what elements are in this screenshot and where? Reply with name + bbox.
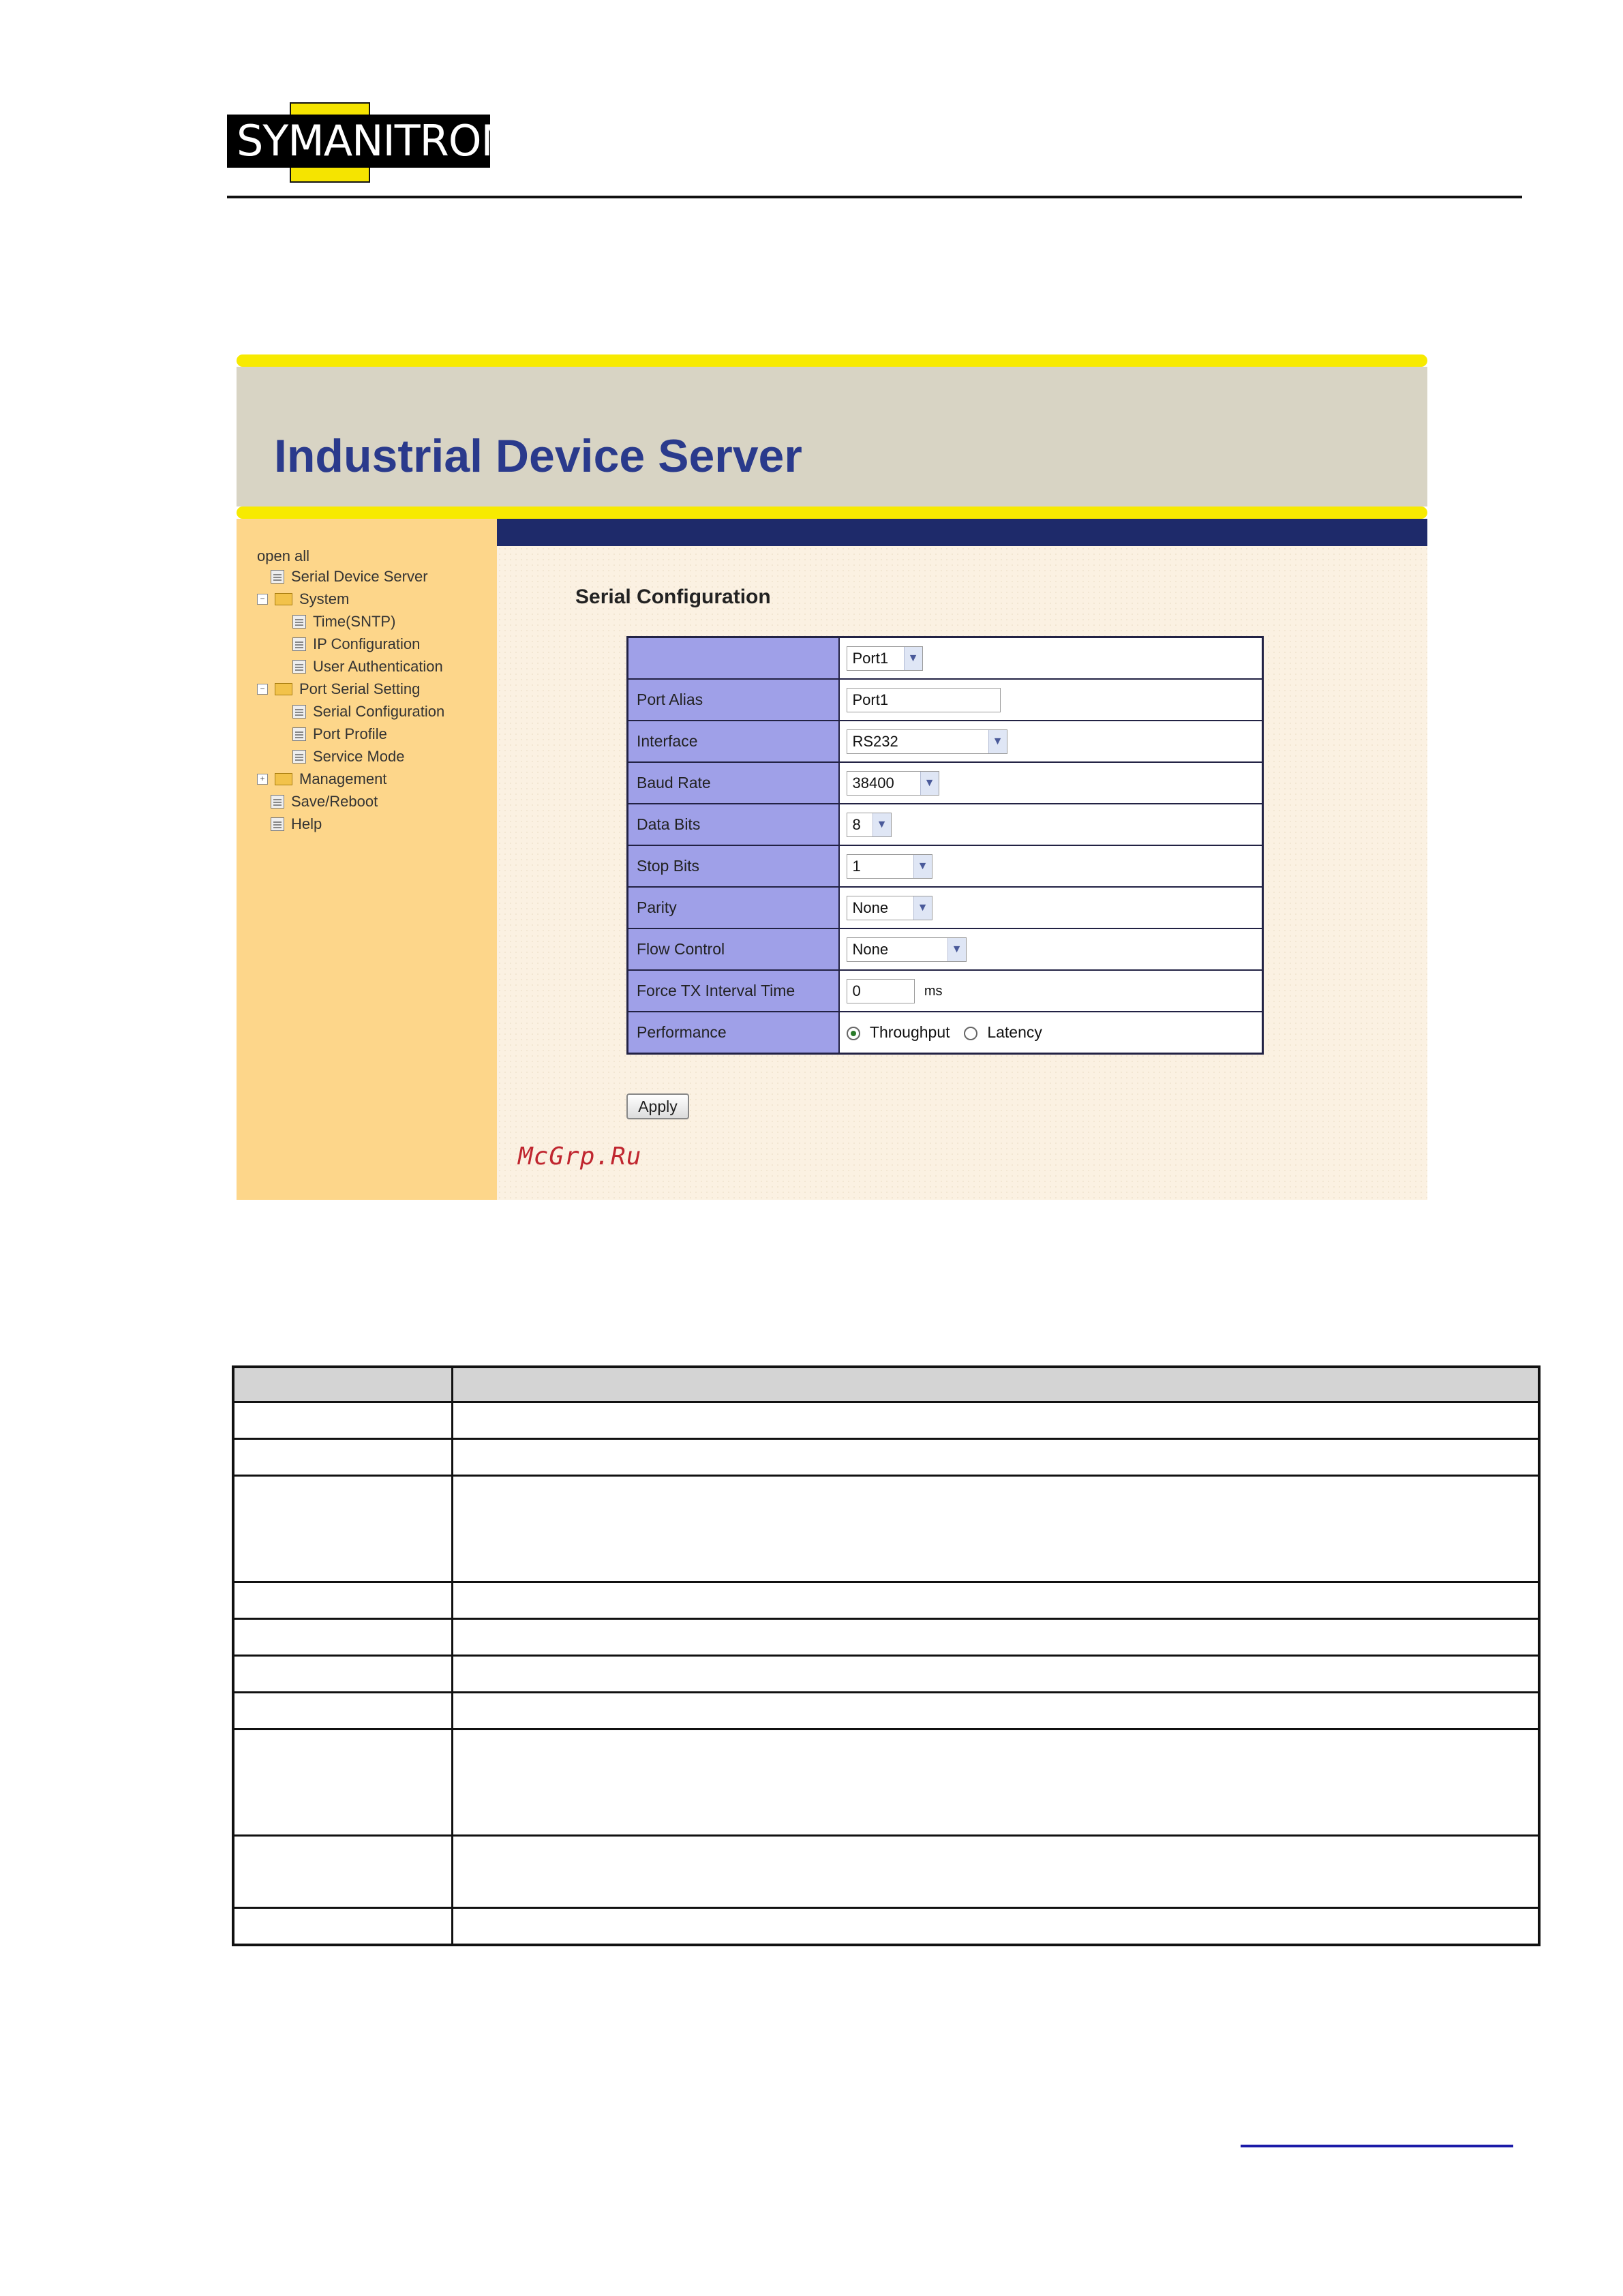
stop-bits-cell (839, 845, 1263, 887)
sidebar-item-label: Port Profile (313, 725, 387, 742)
sidebar-item-port-profile[interactable] (292, 725, 387, 743)
page-icon (292, 727, 306, 741)
banner (237, 367, 1427, 507)
performance-cell (839, 1012, 1263, 1054)
banner-bottom-stripe (237, 507, 1427, 519)
port-select-value: Port1 (852, 649, 889, 667)
sidebar-item-ip-configuration[interactable] (292, 635, 420, 653)
page-icon (292, 615, 306, 629)
page-title: Serial Configuration (575, 586, 771, 608)
flow-control-select[interactable] (847, 937, 967, 962)
chevron-down-icon: ▼ (913, 855, 932, 878)
page-icon (292, 750, 306, 764)
table-row (628, 679, 1263, 721)
page-icon (292, 705, 306, 719)
table-row (628, 804, 1263, 845)
table-row (233, 1476, 1539, 1582)
expand-icon[interactable]: + (257, 774, 268, 785)
chevron-down-icon: ▼ (988, 730, 1007, 753)
parity-cell (839, 887, 1263, 928)
footer-link-underline[interactable] (1241, 2145, 1513, 2147)
sidebar-item-serial-configuration[interactable] (292, 703, 444, 721)
page-icon (271, 795, 284, 809)
description-table (232, 1365, 1541, 1946)
table-row (628, 721, 1263, 762)
watermark: McGrp.Ru (518, 1143, 642, 1170)
chevron-down-icon: ▼ (904, 647, 922, 670)
interface-cell (839, 721, 1263, 762)
header-rule (227, 196, 1522, 198)
sidebar-item-service-mode[interactable] (292, 748, 405, 766)
sidebar-item-label: Management (299, 770, 387, 787)
table-row (628, 970, 1263, 1012)
latency-label: Latency (987, 1023, 1042, 1041)
force-tx-cell (839, 970, 1263, 1012)
table-row (233, 1693, 1539, 1729)
page-icon (271, 817, 284, 831)
latency-radio[interactable] (964, 1027, 977, 1040)
table-row (233, 1908, 1539, 1945)
serial-config-table (626, 636, 1264, 1055)
sidebar-item-label: IP Configuration (313, 635, 421, 652)
table-row (233, 1582, 1539, 1619)
port-select[interactable] (847, 646, 923, 671)
performance-label: Performance (628, 1012, 839, 1054)
table-row (233, 1836, 1539, 1908)
table-row (233, 1439, 1539, 1476)
sidebar-item-save-reboot[interactable] (271, 793, 378, 811)
sidebar-open-all[interactable] (257, 547, 309, 565)
flow-control-value: None (852, 940, 889, 958)
table-row (628, 1012, 1263, 1054)
page-icon (271, 570, 284, 584)
stop-bits-label: Stop Bits (628, 845, 839, 887)
sidebar (237, 519, 497, 1200)
stop-bits-select[interactable] (847, 854, 932, 879)
table-row (628, 887, 1263, 928)
interface-select[interactable] (847, 729, 1007, 754)
sidebar-item-system[interactable] (257, 590, 349, 608)
port-select-label-cell (628, 637, 839, 680)
sidebar-item-label: Port Serial Setting (299, 680, 421, 697)
folder-icon (275, 593, 292, 605)
table-row (628, 637, 1263, 680)
interface-label: Interface (628, 721, 839, 762)
baud-rate-label: Baud Rate (628, 762, 839, 804)
port-alias-input[interactable]: Port1 (847, 688, 1001, 712)
banner-top-stripe (237, 354, 1427, 367)
data-bits-value: 8 (852, 815, 861, 833)
banner-title: Industrial Device Server (274, 430, 802, 482)
sidebar-item-label: Help (291, 815, 322, 832)
main-panel (497, 519, 1427, 1200)
interface-value: RS232 (852, 732, 898, 750)
folder-icon (275, 773, 292, 785)
port-alias-cell (839, 679, 1263, 721)
logo-text: SYMANITRON (227, 115, 490, 168)
apply-button[interactable]: Apply (626, 1093, 689, 1119)
symanitron-logo (227, 102, 512, 183)
open-all-link[interactable]: open all (257, 547, 310, 564)
flow-control-label: Flow Control (628, 928, 839, 970)
force-tx-label: Force TX Interval Time (628, 970, 839, 1012)
sidebar-item-label: Serial Device Server (291, 568, 428, 585)
chevron-down-icon: ▼ (920, 772, 939, 795)
table-header-row (233, 1367, 1539, 1402)
main-navy-bar (497, 519, 1427, 546)
parity-select[interactable] (847, 896, 932, 920)
chevron-down-icon: ▼ (913, 896, 932, 920)
throughput-label: Throughput (869, 1023, 950, 1041)
sidebar-item-label: Serial Configuration (313, 703, 445, 720)
data-bits-label: Data Bits (628, 804, 839, 845)
table-row (233, 1729, 1539, 1836)
page-icon (292, 660, 306, 674)
flow-control-cell (839, 928, 1263, 970)
table-row (233, 1619, 1539, 1656)
sidebar-item-label: Service Mode (313, 748, 405, 765)
sidebar-item-label: System (299, 590, 350, 607)
web-ui-screenshot (237, 354, 1427, 1200)
baud-rate-value: 38400 (852, 774, 894, 791)
collapse-icon[interactable]: − (257, 594, 268, 605)
table-row (628, 928, 1263, 970)
port-alias-label: Port Alias (628, 679, 839, 721)
throughput-radio[interactable] (847, 1027, 860, 1040)
chevron-down-icon: ▼ (947, 938, 966, 961)
collapse-icon[interactable]: − (257, 684, 268, 695)
sidebar-item-time-sntp[interactable] (292, 613, 395, 631)
sidebar-item-user-authentication[interactable] (292, 658, 443, 676)
parity-value: None (852, 898, 889, 916)
baud-rate-cell (839, 762, 1263, 804)
sidebar-item-label: Save/Reboot (291, 793, 378, 810)
chevron-down-icon: ▼ (873, 813, 891, 836)
table-row (233, 1656, 1539, 1693)
data-bits-select[interactable] (847, 813, 892, 837)
force-tx-input[interactable]: 0 (847, 979, 915, 1003)
table-row (628, 762, 1263, 804)
table-row (233, 1402, 1539, 1439)
sidebar-item-help[interactable] (271, 815, 322, 833)
sidebar-item-port-serial-setting[interactable] (257, 680, 420, 698)
sidebar-item-label: Time(SNTP) (313, 613, 396, 630)
data-bits-cell (839, 804, 1263, 845)
folder-icon (275, 683, 292, 695)
table-row (628, 845, 1263, 887)
sidebar-item-label: User Authentication (313, 658, 443, 675)
parity-label: Parity (628, 887, 839, 928)
port-select-cell (839, 637, 1263, 680)
sidebar-item-serial-device-server[interactable] (271, 568, 428, 586)
stop-bits-value: 1 (852, 857, 861, 875)
baud-rate-select[interactable] (847, 771, 939, 796)
page-icon (292, 637, 306, 651)
force-tx-unit: ms (924, 983, 943, 999)
sidebar-item-management[interactable] (257, 770, 386, 788)
